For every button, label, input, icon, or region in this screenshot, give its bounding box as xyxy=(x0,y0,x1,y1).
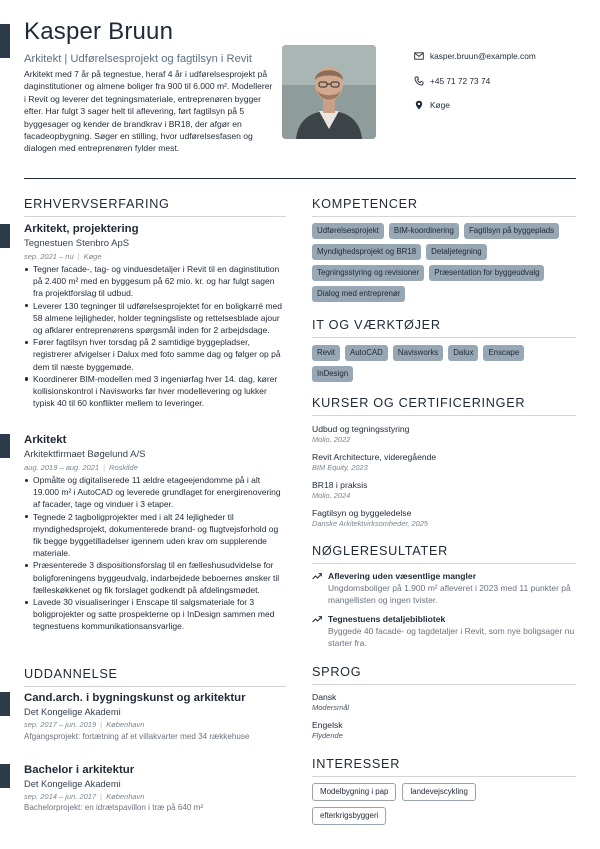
skills-heading: KOMPETENCER xyxy=(312,197,418,211)
edu-description: Bachelorprojekt: en idrætspavillon i træ på 640 m² xyxy=(24,803,204,812)
edu-meta: sep. 2014 – jun. 2017 | København xyxy=(24,792,145,801)
tools-heading: IT OG VÆRKTØJER xyxy=(312,318,441,332)
job-title: Arkitekt, projektering xyxy=(24,223,139,235)
courses-heading: KURSER OG CERTIFICERINGER xyxy=(312,396,526,410)
header-accent-bar xyxy=(0,24,10,58)
language-item xyxy=(312,719,343,741)
edu-school: Det Kongelige Akademi xyxy=(24,779,121,789)
course-item xyxy=(312,479,367,501)
tool-tag: InDesign xyxy=(312,366,353,382)
resume-header xyxy=(24,14,584,174)
headline: Arkitekt | Udførelsesprojekt og fagtilsyn i Revit xyxy=(24,53,252,65)
profile-photo xyxy=(282,45,376,139)
job-bullet: Tegnede 2 tagboligprojekter med i alt 24 lejligheder til myndighedsprojekt, dokumenterede brand- og flugtvejsforhold og fik begge byggetilladelser igennem uden krav om supplerende materiale. xyxy=(24,511,286,560)
interest-tag: efterkrigsbyggeri xyxy=(312,807,386,825)
edu-location: København xyxy=(106,720,145,729)
job-bullet: Tegner facade-, tag- og vinduesdetaljer i Revit til en daginstitution på 2.400 m² med en byggesum på 62 mio. kr. og har fulgt sagen fra projektforslag til udbud. xyxy=(24,263,286,300)
course-item xyxy=(312,423,409,445)
skill-tag: Detaljetegning xyxy=(426,244,486,260)
language-name: Dansk xyxy=(312,692,337,702)
results-heading-line xyxy=(312,563,576,564)
job-dates: aug. 2019 – aug. 2021 xyxy=(24,463,100,472)
job-accent-bar-2 xyxy=(0,434,10,458)
courses-heading-line xyxy=(312,415,576,416)
phone-icon xyxy=(414,76,424,86)
contact-list xyxy=(414,44,536,118)
interest-tag: Modelbygning i pap xyxy=(312,783,396,801)
tool-tag: AutoCAD xyxy=(345,345,388,361)
tools-tags xyxy=(312,345,552,382)
edu-meta: sep. 2017 – jun. 2019 | København xyxy=(24,720,145,729)
course-org: BIM Equity, 2023 xyxy=(312,463,368,472)
languages-heading: SPROG xyxy=(312,665,362,679)
edu-school: Det Kongelige Akademi xyxy=(24,707,121,717)
phone-text: +45 71 72 73 74 xyxy=(430,75,491,86)
result-item xyxy=(328,613,593,650)
job-bullet: Leverer 130 tegninger til udførelsesprojektet for en boligkarré med 58 almene lejligheder, holder tegningsliste og rettelsesblade ajour og afklarer entreprenørens spørgsmål inden for 2 arbejdsdage. xyxy=(24,300,286,337)
profile-summary: Arkitekt med 7 år på tegnestue, heraf 4 år i udførelsesprojekt på daginstitutioner og almene boliger fra 900 til 6.000 m². Modellerer i Revit og leverer det tegningsmateriale, entreprenøren bygger efter. Har fulgt 3 sager helt til aflevering, ført fagtilsyn på 5 byggesager og kender de brandkrav i BR18, der afgør en facadeopbygning. Søger en stilling, hvor udførelsesfasen og dialogen med entreprenøren fylder mest. xyxy=(24,69,273,154)
language-item xyxy=(312,691,349,713)
trend-up-icon xyxy=(312,572,322,580)
job-meta: aug. 2019 – aug. 2021 | Roskilde xyxy=(24,463,138,472)
tool-tag: Dalux xyxy=(448,345,478,361)
tool-tag: Enscape xyxy=(483,345,524,361)
person-name: Kasper Bruun xyxy=(24,18,174,45)
skill-tag: Fagtilsyn på byggeplads xyxy=(464,223,559,239)
skills-tags xyxy=(312,223,582,302)
job-location: Roskilde xyxy=(109,463,138,472)
edu-degree: Cand.arch. i bygningskunst og arkitektur xyxy=(24,692,246,704)
course-name: Udbud og tegningsstyring xyxy=(312,424,410,434)
job-bullets xyxy=(24,263,286,409)
experience-heading-line xyxy=(24,216,286,217)
job-company: Tegnestuen Stenbro ApS xyxy=(24,238,130,249)
contact-location xyxy=(414,93,536,118)
course-item xyxy=(312,507,428,529)
tools-heading-line xyxy=(312,337,576,338)
education-heading-line xyxy=(24,686,286,687)
edu-accent-bar-2 xyxy=(0,764,10,788)
education-heading: UDDANNELSE xyxy=(24,667,118,681)
course-name: BR18 i praksis xyxy=(312,480,368,490)
course-name: Fagtilsyn og byggeledelse xyxy=(312,508,412,518)
experience-heading: ERHVERVSERFARING xyxy=(24,197,170,211)
job-title: Arkitekt xyxy=(24,434,67,446)
skills-heading-line xyxy=(312,216,576,217)
skill-tag: Udførelsesprojekt xyxy=(312,223,384,239)
edu-accent-bar-1 xyxy=(0,692,10,716)
job-bullet: Præsenterede 3 dispositionsforslag til en fælleshusudvidelse for boligforeningens byggeudvalg, indarbejdede beboernes ønsker til fælleskøkkenet og fik forslaget godkendt på afdelingsmødet. xyxy=(24,559,286,596)
job-bullet: Opmålte og digitaliserede 11 ældre etageejendomme på i alt 19.000 m² i AutoCAD og leverede grundlaget for energirenovering af facader, tage og vinduer i 3 etaper. xyxy=(24,474,286,511)
job-bullet: Fører fagtilsyn hver torsdag på 2 samtidige byggepladser, registrerer afvigelser i Dalux med foto samme dag og følger op på dem til næste byggemøde. xyxy=(24,336,286,373)
course-name: Revit Architecture, videregående xyxy=(312,452,437,462)
job-bullet: Lavede 30 visualiseringer i Enscape til salgsmateriale for 3 boligprojekter og satte prospekterne op i InDesign sammen med tegnestuens kommunikationsansvarlige. xyxy=(24,596,286,633)
skill-tag: BIM-koordinering xyxy=(389,223,459,239)
job-location: Køge xyxy=(83,252,102,261)
job-accent-bar-1 xyxy=(0,224,10,248)
job-bullet: Koordinerer BIM-modellen med 3 ingeniørfag hver 14. dag, kører kollisionskontrol i Navisworks før hver modellevering og lukker typisk 40 til 60 konflikter mellem to leveringer. xyxy=(24,373,286,410)
skill-tag: Præsentation for byggeudvalg xyxy=(429,265,544,281)
interest-tag: landevejscykling xyxy=(402,783,475,801)
result-title: Aflevering uden væsentlige mangler xyxy=(328,571,477,581)
trend-up-icon xyxy=(312,615,322,623)
course-org: Molio, 2022 xyxy=(312,435,351,444)
contact-phone[interactable] xyxy=(414,69,536,94)
interests-heading-line xyxy=(312,776,576,777)
edu-location: København xyxy=(106,792,145,801)
skill-tag: Tegningsstyring og revisioner xyxy=(312,265,424,281)
email-icon xyxy=(414,51,424,61)
header-divider xyxy=(24,178,576,179)
tool-tag: Revit xyxy=(312,345,340,361)
skill-tag: Myndighedsprojekt og BR18 xyxy=(312,244,421,260)
language-level: Flydende xyxy=(312,731,343,740)
languages-heading-line xyxy=(312,684,576,685)
edu-dates: sep. 2017 – jun. 2019 xyxy=(24,720,97,729)
results-heading: NØGLERESULTATER xyxy=(312,544,448,558)
tool-tag: Navisworks xyxy=(393,345,443,361)
interests-tags xyxy=(312,783,502,825)
job-bullets xyxy=(24,474,286,633)
location-pin-icon xyxy=(414,100,424,110)
edu-degree: Bachelor i arkitektur xyxy=(24,764,135,776)
edu-dates: sep. 2014 – jun. 2017 xyxy=(24,792,97,801)
course-org: Molio, 2024 xyxy=(312,491,351,500)
job-meta: sep. 2021 – nu | Køge xyxy=(24,252,102,261)
language-level: Modersmål xyxy=(312,703,350,712)
language-name: Engelsk xyxy=(312,720,343,730)
result-description: Byggede 40 facade- og tagdetaljer i Revit, som nye boligsager nu starter fra. xyxy=(328,626,575,649)
edu-description: Afgangsprojekt: fortætning af et villakvarter med 34 rækkehuse xyxy=(24,732,250,741)
job-dates: sep. 2021 – nu xyxy=(24,252,74,261)
skill-tag: Dialog med entreprenør xyxy=(312,286,405,302)
result-title: Tegnestuens detaljebibliotek xyxy=(328,614,446,624)
course-item xyxy=(312,451,436,473)
result-description: Ungdomsboliger på 1.900 m² afleveret i 2023 med 11 punkter på mangellisten og ingen tvister. xyxy=(328,583,571,606)
location-text: Køge xyxy=(430,100,450,111)
course-org: Danske Arkitektvirksomheder, 2025 xyxy=(312,519,428,528)
email-text: kasper.bruun@example.com xyxy=(430,51,536,62)
interests-heading: INTERESSER xyxy=(312,757,401,771)
result-item xyxy=(328,570,593,607)
contact-email[interactable] xyxy=(414,44,536,69)
job-company: Arkitektfirmaet Bøgelund A/S xyxy=(24,449,146,460)
